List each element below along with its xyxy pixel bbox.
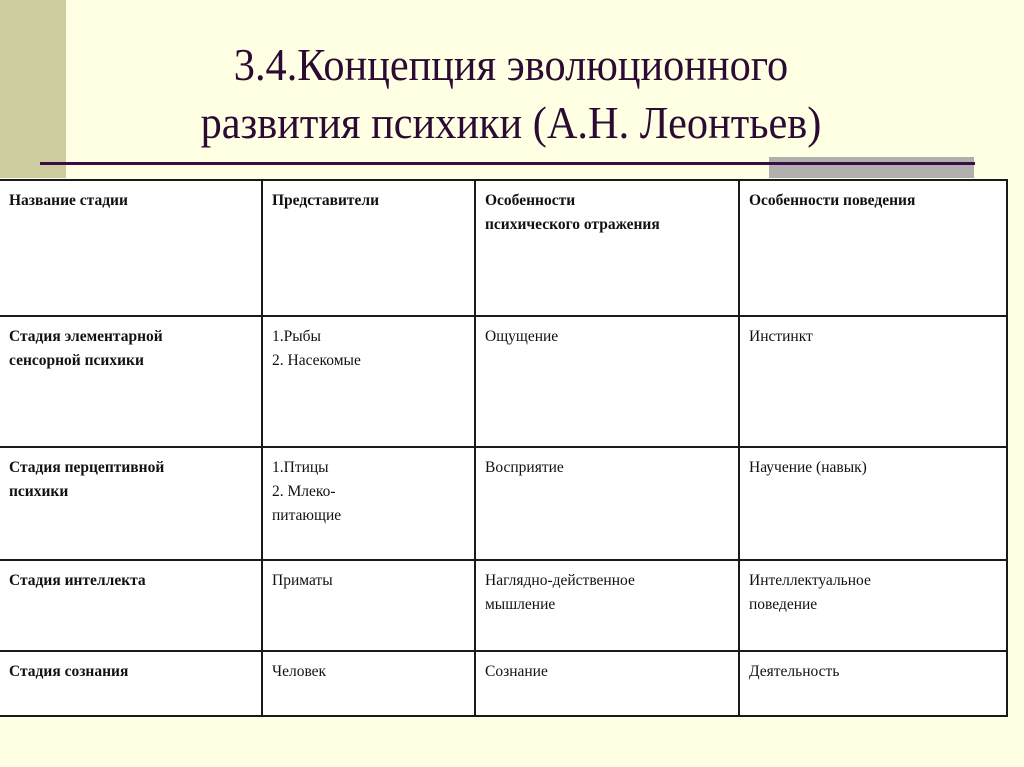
table-row bbox=[0, 651, 1007, 716]
slide-title bbox=[102, 36, 921, 152]
header-behavior: Особенности поведения bbox=[739, 180, 1007, 316]
cell-stage: Стадия сознания bbox=[0, 651, 262, 716]
header-stage-name: Название стадии bbox=[0, 180, 262, 316]
cell-stage: Стадия элементарной сенсорной психики bbox=[0, 316, 262, 447]
header-representatives: Представители bbox=[262, 180, 475, 316]
cell-representatives: Приматы bbox=[262, 560, 475, 651]
cell-reflection: Ощущение bbox=[475, 316, 739, 447]
table-row bbox=[0, 316, 1007, 447]
cell-behavior: Научение (навык) bbox=[739, 447, 1007, 560]
accent-bar bbox=[769, 157, 974, 178]
cell-behavior: Инстинкт bbox=[739, 316, 1007, 447]
cell-reflection: Восприятие bbox=[475, 447, 739, 560]
stages-table bbox=[0, 179, 1008, 717]
title-underline bbox=[40, 162, 975, 165]
left-decorative-strip bbox=[0, 0, 66, 178]
cell-reflection: Наглядно-действенное мышление bbox=[475, 560, 739, 651]
cell-behavior: Деятельность bbox=[739, 651, 1007, 716]
header-reflection: Особенности психического отражения bbox=[475, 180, 739, 316]
table-row bbox=[0, 447, 1007, 560]
cell-stage: Стадия интеллекта bbox=[0, 560, 262, 651]
cell-representatives: 1.Рыбы 2. Насекомые bbox=[262, 316, 475, 447]
cell-stage: Стадия перцептивной психики bbox=[0, 447, 262, 560]
table-header-row bbox=[0, 180, 1007, 316]
title-line-1: 3.4.Концепция эволюционного bbox=[233, 39, 789, 90]
table-row bbox=[0, 560, 1007, 651]
cell-reflection: Сознание bbox=[475, 651, 739, 716]
cell-behavior: Интеллектуальное поведение bbox=[739, 560, 1007, 651]
cell-representatives: Человек bbox=[262, 651, 475, 716]
title-line-2: развития психики (А.Н. Леонтьев) bbox=[200, 97, 822, 148]
cell-representatives: 1.Птицы 2. Млеко- питающие bbox=[262, 447, 475, 560]
